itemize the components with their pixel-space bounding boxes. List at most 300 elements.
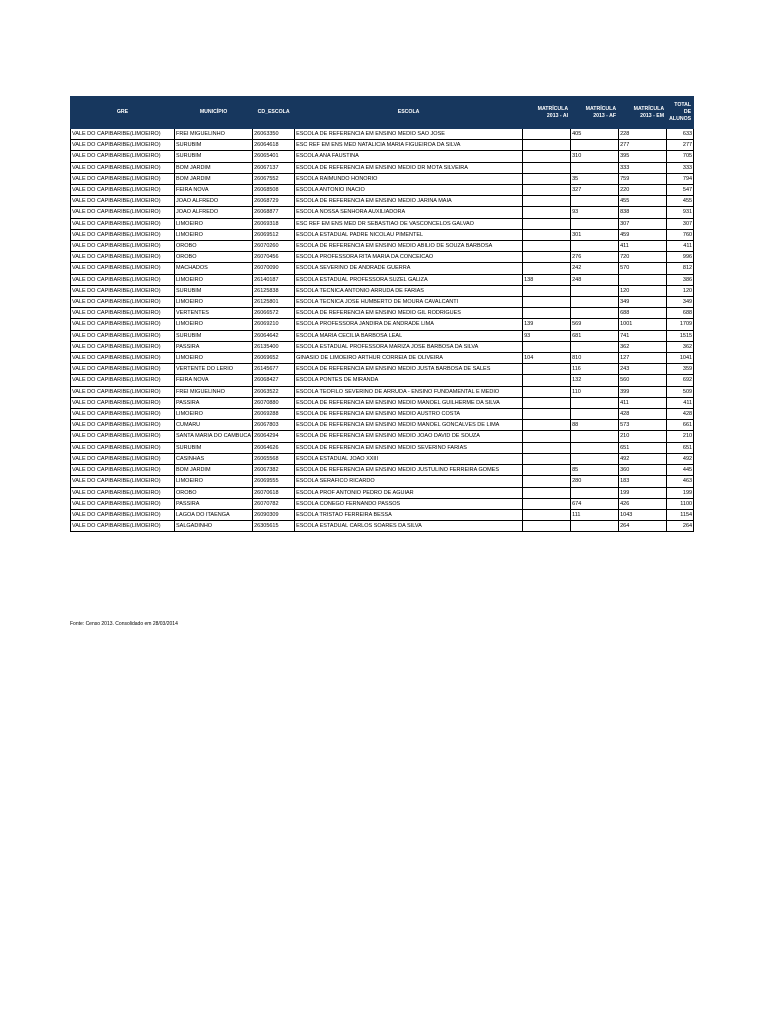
matricula-af-cell: 116 — [571, 364, 619, 375]
cd-escola-cell: 26064294 — [253, 431, 295, 442]
cd-escola-cell: 26068508 — [253, 185, 295, 196]
municipio-cell: VERTENTES — [175, 308, 253, 319]
escola-cell: ESCOLA DE REFERENCIA EM ENSINO MEDIO SEVERINO FARIAS — [295, 442, 523, 453]
municipio-cell: LIMOEIRO — [175, 409, 253, 420]
escola-cell: ESCOLA ESTADUAL PADRE NICOLAU PIMENTEL — [295, 229, 523, 240]
municipio-cell: BOM JARDIM — [175, 162, 253, 173]
cd-escola-cell: 26069318 — [253, 218, 295, 229]
escola-cell: ESCOLA DE REFERENCIA EM ENSINO MEDIO JOAO DAVID DE SOUZA — [295, 431, 523, 442]
escola-cell: ESC REF EM ENS MED DR SEBASTIAO DE VASCONCELOS GALVAO — [295, 218, 523, 229]
matricula-ai-cell — [523, 151, 571, 162]
matricula-ai-cell — [523, 487, 571, 498]
matricula-em-cell: 1001 — [619, 319, 667, 330]
table-row — [71, 319, 694, 330]
matricula-ai-cell — [523, 229, 571, 240]
table-row — [71, 263, 694, 274]
matricula-af-cell: 569 — [571, 319, 619, 330]
matricula-ai-cell: 93 — [523, 330, 571, 341]
total-cell: 931 — [667, 207, 694, 218]
matricula-ai-cell — [523, 375, 571, 386]
matricula-af-cell — [571, 442, 619, 453]
escola-cell: ESCOLA TECNICA JOSE HUMBERTO DE MOURA CAVALCANTI — [295, 297, 523, 308]
gre-cell: VALE DO CAPIBARIBE(LIMOEIRO) — [71, 364, 175, 375]
total-cell: 688 — [667, 308, 694, 319]
municipio-cell: LAGOA DO ITAENGA — [175, 509, 253, 520]
matricula-em-cell: 307 — [619, 218, 667, 229]
escola-cell: ESCOLA SERAFICO RICARDO — [295, 476, 523, 487]
cd-escola-cell: 26070260 — [253, 241, 295, 252]
matricula-em-cell: 362 — [619, 341, 667, 352]
escola-cell: ESCOLA DE REFERENCIA EM ENSINO MEDIO JARINA MAIA — [295, 196, 523, 207]
total-cell: 264 — [667, 521, 694, 532]
matricula-ai-cell — [523, 140, 571, 151]
municipio-cell: SALGADINHO — [175, 521, 253, 532]
total-cell: 661 — [667, 420, 694, 431]
table-row — [71, 453, 694, 464]
matricula-ai-cell — [523, 498, 571, 509]
gre-cell: VALE DO CAPIBARIBE(LIMOEIRO) — [71, 498, 175, 509]
total-cell: 705 — [667, 151, 694, 162]
cd-escola-cell: 26068877 — [253, 207, 295, 218]
cd-escola-cell: 26064626 — [253, 442, 295, 453]
municipio-cell: LIMOEIRO — [175, 229, 253, 240]
total-cell: 333 — [667, 162, 694, 173]
gre-cell: VALE DO CAPIBARIBE(LIMOEIRO) — [71, 162, 175, 173]
table-row — [71, 397, 694, 408]
escola-cell: ESCOLA DE REFERENCIA EM ENSINO MEDIO DR MOTA SILVEIRA — [295, 162, 523, 173]
cd-escola-cell: 26068427 — [253, 375, 295, 386]
escola-cell: ESCOLA ESTADUAL PROFESSORA MARIZA JOSE BARBOSA DA SILVA — [295, 341, 523, 352]
municipio-cell: LIMOEIRO — [175, 297, 253, 308]
escola-cell: ESCOLA ESTADUAL CARLOS SOARES DA SILVA — [295, 521, 523, 532]
escola-cell: ESCOLA ANA FAUSTINA — [295, 151, 523, 162]
matricula-af-cell: 93 — [571, 207, 619, 218]
escola-cell: ESCOLA SEVERINO DE ANDRADE GUERRA — [295, 263, 523, 274]
total-cell: 651 — [667, 442, 694, 453]
escola-cell: ESCOLA DE REFERENCIA EM ENSINO MEDIO SAO JOSE — [295, 129, 523, 140]
escola-cell: ESCOLA DE REFERENCIA EM ENSINO MEDIO AUSTRO COSTA — [295, 409, 523, 420]
matricula-ai-cell — [523, 218, 571, 229]
matricula-af-cell: 276 — [571, 252, 619, 263]
matricula-af-cell: 35 — [571, 173, 619, 184]
matricula-af-cell — [571, 397, 619, 408]
municipio-cell: SURUBIM — [175, 285, 253, 296]
matricula-af-cell — [571, 487, 619, 498]
cd-escola-cell: 26135400 — [253, 341, 295, 352]
matricula-ai-cell — [523, 207, 571, 218]
matricula-af-cell — [571, 297, 619, 308]
gre-cell: VALE DO CAPIBARIBE(LIMOEIRO) — [71, 196, 175, 207]
header-total-alunos: TOTAL DE ALUNOS — [667, 97, 694, 129]
gre-cell: VALE DO CAPIBARIBE(LIMOEIRO) — [71, 252, 175, 263]
matricula-em-cell: 199 — [619, 487, 667, 498]
matricula-ai-cell — [523, 263, 571, 274]
gre-cell: VALE DO CAPIBARIBE(LIMOEIRO) — [71, 453, 175, 464]
cd-escola-cell: 26069555 — [253, 476, 295, 487]
cd-escola-cell: 26064642 — [253, 330, 295, 341]
matricula-em-cell: 688 — [619, 308, 667, 319]
municipio-cell: LIMOEIRO — [175, 274, 253, 285]
table-row — [71, 285, 694, 296]
municipio-cell: VERTENTE DO LERIO — [175, 364, 253, 375]
matricula-em-cell: 573 — [619, 420, 667, 431]
cd-escola-cell: 26070456 — [253, 252, 295, 263]
municipio-cell: FEIRA NOVA — [175, 185, 253, 196]
matricula-af-cell: 674 — [571, 498, 619, 509]
cd-escola-cell: 26070880 — [253, 397, 295, 408]
table-row — [71, 353, 694, 364]
header-escola: ESCOLA — [295, 97, 523, 129]
matricula-af-cell — [571, 162, 619, 173]
gre-cell: VALE DO CAPIBARIBE(LIMOEIRO) — [71, 297, 175, 308]
matricula-af-cell: 681 — [571, 330, 619, 341]
matricula-ai-cell — [523, 129, 571, 140]
header-matricula-em: MATRÍCULA 2013 - EM — [619, 97, 667, 129]
cd-escola-cell: 26069210 — [253, 319, 295, 330]
total-cell: 210 — [667, 431, 694, 442]
total-cell: 812 — [667, 263, 694, 274]
spreadsheet — [70, 96, 694, 532]
escola-cell: GINASIO DE LIMOEIRO ARTHUR CORREIA DE OLIVEIRA — [295, 353, 523, 364]
table-row — [71, 341, 694, 352]
matricula-em-cell — [619, 274, 667, 285]
cd-escola-cell: 26067137 — [253, 162, 295, 173]
escola-cell: ESCOLA DE REFERENCIA EM ENSINO MEDIO GIL RODRIGUES — [295, 308, 523, 319]
cd-escola-cell: 26066572 — [253, 308, 295, 319]
municipio-cell: OROBO — [175, 487, 253, 498]
matricula-af-cell: 88 — [571, 420, 619, 431]
matricula-af-cell — [571, 140, 619, 151]
matricula-af-cell — [571, 431, 619, 442]
table-row — [71, 330, 694, 341]
matricula-ai-cell — [523, 420, 571, 431]
cd-escola-cell: 26065568 — [253, 453, 295, 464]
escola-cell: ESCOLA MARIA CECILIA BARBOSA LEAL — [295, 330, 523, 341]
table-row — [71, 364, 694, 375]
municipio-cell: BOM JARDIM — [175, 173, 253, 184]
total-cell: 199 — [667, 487, 694, 498]
escola-cell: ESCOLA PROFESSORA JANDIRA DE ANDRADE LIMA — [295, 319, 523, 330]
gre-cell: VALE DO CAPIBARIBE(LIMOEIRO) — [71, 330, 175, 341]
matricula-ai-cell — [523, 465, 571, 476]
matricula-af-cell — [571, 285, 619, 296]
matricula-ai-cell: 138 — [523, 274, 571, 285]
municipio-cell: FREI MIGUELINHO — [175, 129, 253, 140]
municipio-cell: FEIRA NOVA — [175, 375, 253, 386]
matricula-ai-cell: 139 — [523, 319, 571, 330]
table-row — [71, 218, 694, 229]
municipio-cell: CUMARU — [175, 420, 253, 431]
table-row — [71, 386, 694, 397]
matricula-ai-cell — [523, 162, 571, 173]
matricula-em-cell: 741 — [619, 330, 667, 341]
matricula-ai-cell — [523, 173, 571, 184]
escola-cell: ESCOLA CONEGO FERNANDO PASSOS — [295, 498, 523, 509]
matricula-em-cell: 210 — [619, 431, 667, 442]
matricula-em-cell: 228 — [619, 129, 667, 140]
municipio-cell: PASSIRA — [175, 498, 253, 509]
total-cell: 307 — [667, 218, 694, 229]
municipio-cell: MACHADOS — [175, 263, 253, 274]
total-cell: 547 — [667, 185, 694, 196]
matricula-af-cell: 310 — [571, 151, 619, 162]
gre-cell: VALE DO CAPIBARIBE(LIMOEIRO) — [71, 465, 175, 476]
cd-escola-cell: 26070618 — [253, 487, 295, 498]
cd-escola-cell: 26145677 — [253, 364, 295, 375]
matricula-ai-cell — [523, 297, 571, 308]
total-cell: 428 — [667, 409, 694, 420]
municipio-cell: LIMOEIRO — [175, 353, 253, 364]
total-cell: 633 — [667, 129, 694, 140]
total-cell: 1100 — [667, 498, 694, 509]
total-cell: 1515 — [667, 330, 694, 341]
gre-cell: VALE DO CAPIBARIBE(LIMOEIRO) — [71, 341, 175, 352]
escola-cell: ESCOLA PONTES DE MIRANDA — [295, 375, 523, 386]
cd-escola-cell: 26069652 — [253, 353, 295, 364]
matricula-af-cell — [571, 409, 619, 420]
table-row — [71, 241, 694, 252]
gre-cell: VALE DO CAPIBARIBE(LIMOEIRO) — [71, 140, 175, 151]
total-cell: 1154 — [667, 509, 694, 520]
cd-escola-cell: 26070782 — [253, 498, 295, 509]
matricula-af-cell — [571, 196, 619, 207]
gre-cell: VALE DO CAPIBARIBE(LIMOEIRO) — [71, 274, 175, 285]
gre-cell: VALE DO CAPIBARIBE(LIMOEIRO) — [71, 218, 175, 229]
cd-escola-cell: 26090309 — [253, 509, 295, 520]
total-cell: 463 — [667, 476, 694, 487]
cd-escola-cell: 26063522 — [253, 386, 295, 397]
matricula-em-cell: 492 — [619, 453, 667, 464]
escola-cell: ESCOLA TRISTAO FERREIRA BESSA — [295, 509, 523, 520]
matricula-ai-cell — [523, 185, 571, 196]
header-cd-escola: CD_ESCOLA — [253, 97, 295, 129]
table-row — [71, 162, 694, 173]
matricula-em-cell: 720 — [619, 252, 667, 263]
matricula-em-cell: 426 — [619, 498, 667, 509]
table-row — [71, 229, 694, 240]
matricula-af-cell: 132 — [571, 375, 619, 386]
table-row — [71, 252, 694, 263]
total-cell: 760 — [667, 229, 694, 240]
matricula-af-cell: 110 — [571, 386, 619, 397]
gre-cell: VALE DO CAPIBARIBE(LIMOEIRO) — [71, 386, 175, 397]
matricula-af-cell: 280 — [571, 476, 619, 487]
matricula-af-cell — [571, 521, 619, 532]
matricula-af-cell — [571, 308, 619, 319]
matricula-af-cell: 242 — [571, 263, 619, 274]
cd-escola-cell: 26140187 — [253, 274, 295, 285]
table-row — [71, 431, 694, 442]
enrollment-table — [70, 96, 694, 532]
matricula-em-cell: 411 — [619, 241, 667, 252]
municipio-cell: CASINHAS — [175, 453, 253, 464]
table-row — [71, 420, 694, 431]
table-row — [71, 207, 694, 218]
matricula-af-cell — [571, 453, 619, 464]
cd-escola-cell: 26069288 — [253, 409, 295, 420]
municipio-cell: OROBO — [175, 252, 253, 263]
gre-cell: VALE DO CAPIBARIBE(LIMOEIRO) — [71, 409, 175, 420]
matricula-em-cell: 220 — [619, 185, 667, 196]
table-row — [71, 129, 694, 140]
escola-cell: ESCOLA DE REFERENCIA EM ENSINO MEDIO ABILIO DE SOUZA BARBOSA — [295, 241, 523, 252]
matricula-af-cell: 301 — [571, 229, 619, 240]
matricula-ai-cell — [523, 509, 571, 520]
gre-cell: VALE DO CAPIBARIBE(LIMOEIRO) — [71, 420, 175, 431]
matricula-ai-cell — [523, 476, 571, 487]
municipio-cell: LIMOEIRO — [175, 319, 253, 330]
municipio-cell: BOM JARDIM — [175, 465, 253, 476]
matricula-em-cell: 651 — [619, 442, 667, 453]
gre-cell: VALE DO CAPIBARIBE(LIMOEIRO) — [71, 431, 175, 442]
table-row — [71, 173, 694, 184]
total-cell: 411 — [667, 241, 694, 252]
gre-cell: VALE DO CAPIBARIBE(LIMOEIRO) — [71, 308, 175, 319]
cd-escola-cell: 26064618 — [253, 140, 295, 151]
matricula-em-cell: 360 — [619, 465, 667, 476]
total-cell: 509 — [667, 386, 694, 397]
gre-cell: VALE DO CAPIBARIBE(LIMOEIRO) — [71, 487, 175, 498]
escola-cell: ESCOLA DE REFERENCIA EM ENSINO MEDIO JUSTULINO FERREIRA GOMES — [295, 465, 523, 476]
matricula-em-cell: 127 — [619, 353, 667, 364]
escola-cell: ESCOLA ESTADUAL PROFESSORA SUZEL GALIZA — [295, 274, 523, 285]
matricula-ai-cell — [523, 521, 571, 532]
municipio-cell: OROBO — [175, 241, 253, 252]
table-row — [71, 409, 694, 420]
escola-cell: ESCOLA TECNICA ANTONIO ARRUDA DE FARIAS — [295, 285, 523, 296]
matricula-em-cell: 560 — [619, 375, 667, 386]
total-cell: 277 — [667, 140, 694, 151]
matricula-ai-cell — [523, 196, 571, 207]
header-gre: GRE — [71, 97, 175, 129]
table-row — [71, 274, 694, 285]
escola-cell: ESCOLA NOSSA SENHORA AUXILIADORA — [295, 207, 523, 218]
matricula-af-cell: 327 — [571, 185, 619, 196]
gre-cell: VALE DO CAPIBARIBE(LIMOEIRO) — [71, 353, 175, 364]
gre-cell: VALE DO CAPIBARIBE(LIMOEIRO) — [71, 476, 175, 487]
escola-cell: ESCOLA ESTADUAL JOAO XXIII — [295, 453, 523, 464]
table-row — [71, 487, 694, 498]
municipio-cell: LIMOEIRO — [175, 476, 253, 487]
gre-cell: VALE DO CAPIBARIBE(LIMOEIRO) — [71, 285, 175, 296]
table-row — [71, 521, 694, 532]
gre-cell: VALE DO CAPIBARIBE(LIMOEIRO) — [71, 129, 175, 140]
cd-escola-cell: 26125801 — [253, 297, 295, 308]
gre-cell: VALE DO CAPIBARIBE(LIMOEIRO) — [71, 319, 175, 330]
escola-cell: ESCOLA DE REFERENCIA EM ENSINO MEDIO MANOEL GUILHERME DA SILVA — [295, 397, 523, 408]
gre-cell: VALE DO CAPIBARIBE(LIMOEIRO) — [71, 521, 175, 532]
escola-cell: ESCOLA DE REFERENCIA EM ENSINO MEDIO JUSTA BARBOSA DE SALES — [295, 364, 523, 375]
total-cell: 120 — [667, 285, 694, 296]
matricula-em-cell: 120 — [619, 285, 667, 296]
escola-cell: ESCOLA PROFESSORA RITA MARIA DA CONCEICAO — [295, 252, 523, 263]
matricula-em-cell: 277 — [619, 140, 667, 151]
cd-escola-cell: 26125838 — [253, 285, 295, 296]
escola-cell: ESCOLA PROF ANTONIO PEDRO DE AGUIAR — [295, 487, 523, 498]
cd-escola-cell: 26067803 — [253, 420, 295, 431]
escola-cell: ESCOLA RAIMUNDO HONORIO — [295, 173, 523, 184]
matricula-af-cell: 85 — [571, 465, 619, 476]
matricula-em-cell: 399 — [619, 386, 667, 397]
municipio-cell: SURUBIM — [175, 140, 253, 151]
matricula-ai-cell — [523, 453, 571, 464]
total-cell: 359 — [667, 364, 694, 375]
table-row — [71, 185, 694, 196]
cd-escola-cell: 26067552 — [253, 173, 295, 184]
matricula-af-cell — [571, 241, 619, 252]
table-body — [71, 129, 694, 532]
matricula-af-cell — [571, 218, 619, 229]
total-cell: 692 — [667, 375, 694, 386]
matricula-em-cell: 349 — [619, 297, 667, 308]
total-cell: 492 — [667, 453, 694, 464]
gre-cell: VALE DO CAPIBARIBE(LIMOEIRO) — [71, 263, 175, 274]
cd-escola-cell: 26070090 — [253, 263, 295, 274]
matricula-em-cell: 759 — [619, 173, 667, 184]
source-footnote: Fonte: Censo 2013. Consolidado em 28/03/2014 — [70, 621, 178, 627]
escola-cell: ESCOLA TEOFILO SEVERINO DE ARRUDA - ENSINO FUNDAMENTAL E MEDIO — [295, 386, 523, 397]
municipio-cell: SURUBIM — [175, 442, 253, 453]
gre-cell: VALE DO CAPIBARIBE(LIMOEIRO) — [71, 151, 175, 162]
matricula-af-cell — [571, 341, 619, 352]
gre-cell: VALE DO CAPIBARIBE(LIMOEIRO) — [71, 509, 175, 520]
total-cell: 1041 — [667, 353, 694, 364]
gre-cell: VALE DO CAPIBARIBE(LIMOEIRO) — [71, 241, 175, 252]
cd-escola-cell: 26068729 — [253, 196, 295, 207]
municipio-cell: PASSIRA — [175, 341, 253, 352]
table-row — [71, 151, 694, 162]
total-cell: 349 — [667, 297, 694, 308]
gre-cell: VALE DO CAPIBARIBE(LIMOEIRO) — [71, 207, 175, 218]
total-cell: 411 — [667, 397, 694, 408]
table-row — [71, 498, 694, 509]
header-municipio: MUNICÍPIO — [175, 97, 253, 129]
municipio-cell: PASSIRA — [175, 397, 253, 408]
matricula-em-cell: 183 — [619, 476, 667, 487]
matricula-em-cell: 333 — [619, 162, 667, 173]
gre-cell: VALE DO CAPIBARIBE(LIMOEIRO) — [71, 173, 175, 184]
table-row — [71, 140, 694, 151]
matricula-ai-cell — [523, 431, 571, 442]
table-row — [71, 509, 694, 520]
matricula-em-cell: 570 — [619, 263, 667, 274]
matricula-em-cell: 243 — [619, 364, 667, 375]
municipio-cell: JOAO ALFREDO — [175, 196, 253, 207]
total-cell: 445 — [667, 465, 694, 476]
matricula-ai-cell — [523, 241, 571, 252]
matricula-em-cell: 1043 — [619, 509, 667, 520]
table-row — [71, 442, 694, 453]
matricula-em-cell: 395 — [619, 151, 667, 162]
matricula-af-cell: 810 — [571, 353, 619, 364]
table-row — [71, 297, 694, 308]
matricula-ai-cell — [523, 252, 571, 263]
matricula-ai-cell — [523, 285, 571, 296]
matricula-em-cell: 838 — [619, 207, 667, 218]
header-row — [71, 97, 694, 129]
municipio-cell: FREI MIGUELINHO — [175, 386, 253, 397]
table-row — [71, 308, 694, 319]
cd-escola-cell: 26069512 — [253, 229, 295, 240]
municipio-cell: SURUBIM — [175, 151, 253, 162]
total-cell: 455 — [667, 196, 694, 207]
gre-cell: VALE DO CAPIBARIBE(LIMOEIRO) — [71, 397, 175, 408]
matricula-em-cell: 428 — [619, 409, 667, 420]
matricula-ai-cell: 104 — [523, 353, 571, 364]
matricula-ai-cell — [523, 308, 571, 319]
matricula-em-cell: 455 — [619, 196, 667, 207]
matricula-af-cell: 111 — [571, 509, 619, 520]
